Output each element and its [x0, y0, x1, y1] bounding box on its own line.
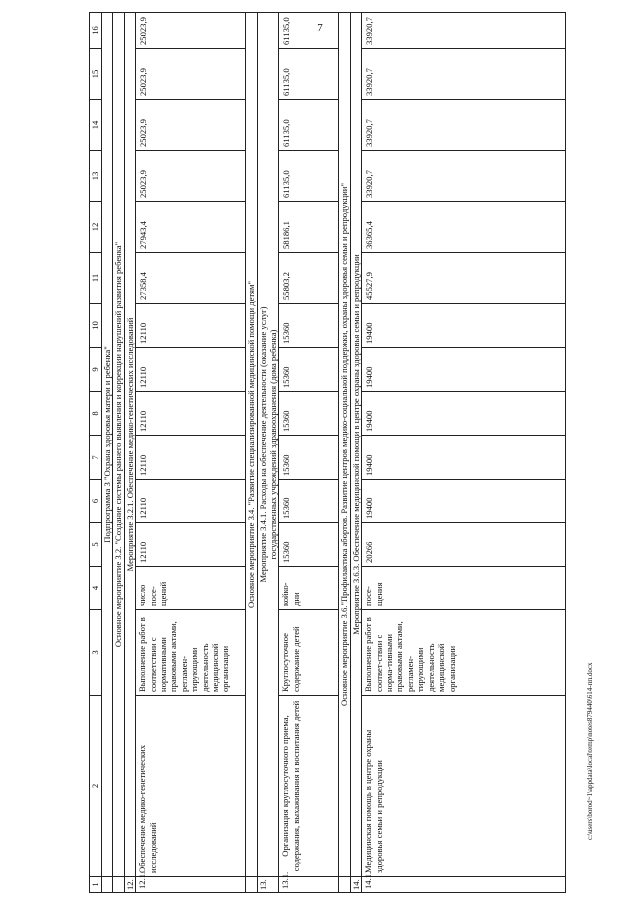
header-cell: 6	[90, 480, 102, 523]
value-cell: 36365,4	[362, 202, 566, 253]
measure-row	[257, 13, 279, 893]
activity-description: Выполнение работ в соответствии с нормативными правовыми актами, регламен-тирующими деятельность медицинской организации	[136, 610, 246, 696]
unit-of-measure: число посе-щений	[136, 567, 246, 610]
header-cell: 8	[90, 392, 102, 436]
main-measure-row	[113, 13, 124, 893]
header-cell: 1	[90, 877, 102, 893]
value-cell: 19400	[362, 436, 566, 480]
unit-of-measure: посе-щения	[362, 567, 566, 610]
value-cell: 15360	[279, 392, 339, 436]
main-measure-row	[339, 13, 350, 893]
header-cell: 4	[90, 567, 102, 610]
file-path-footer: c:\users\borod~1\appdata\local\temp\notes879440\614-пп.docx	[586, 662, 594, 840]
row-number: 14.1.	[362, 877, 566, 893]
value-cell: 27358,4	[136, 253, 246, 304]
header-cell: 3	[90, 610, 102, 696]
page-number: 7	[317, 22, 323, 34]
main-measure-title: Основное мероприятие 3.6."Профилактика абортов. Развитие центров медико-социальной поддержки, охраны здоровья семьи и репродукции"	[339, 13, 350, 877]
value-cell: 61135,0	[279, 100, 339, 151]
activity-name: Обеспечение медико-генетических исследований	[136, 696, 246, 877]
row-number: 14.	[350, 877, 361, 893]
value-cell: 12110	[136, 480, 246, 523]
value-cell: 15360	[279, 523, 339, 567]
value-cell: 12110	[136, 523, 246, 567]
subprogram-title: Подпрограмма 3 "Охрана здоровья матери и ребенка"	[102, 13, 113, 877]
value-cell: 61135,0	[279, 49, 339, 100]
value-cell: 15360	[279, 436, 339, 480]
value-cell: 27943,4	[136, 202, 246, 253]
table-row	[362, 13, 566, 893]
measure-row	[350, 13, 361, 893]
program-table-rotated	[89, 13, 566, 893]
value-cell: 61135,0	[279, 151, 339, 202]
header-cell: 13	[90, 151, 102, 202]
table-row	[279, 13, 339, 893]
header-cell: 15	[90, 49, 102, 100]
value-cell: 25023,9	[136, 49, 246, 100]
value-cell: 45527,9	[362, 253, 566, 304]
value-cell: 19400	[362, 392, 566, 436]
value-cell: 15360	[279, 480, 339, 523]
value-cell: 19400	[362, 304, 566, 348]
value-cell: 25023,9	[136, 151, 246, 202]
header-cell: 10	[90, 304, 102, 348]
value-cell: 61135,0	[279, 13, 339, 49]
value-cell: 58186,1	[279, 202, 339, 253]
row-number: 12.1.	[136, 877, 246, 893]
header-cell: 5	[90, 523, 102, 567]
header-row	[90, 13, 102, 893]
value-cell: 55803,2	[279, 253, 339, 304]
main-measure-title: Основное мероприятие 3.4. "Развитие специализированной медицинской помощи детям"	[246, 13, 257, 877]
value-cell: 15360	[279, 348, 339, 392]
header-cell: 7	[90, 436, 102, 480]
row-number: 13.	[257, 877, 279, 893]
value-cell: 25023,9	[136, 100, 246, 151]
main-measure-title: Основное мероприятие 3.2. "Создание системы раннего выявления и коррекции нарушений развития ребенка"	[113, 13, 124, 877]
value-cell: 12110	[136, 436, 246, 480]
activity-name: Медицинская помощь в центре охраны здоровья семьи и репродукции	[362, 696, 566, 877]
row-number: 12.	[124, 877, 135, 893]
measure-title: Мероприятие 3.6.3. Обеспечение медицинской помощи в центре охраны здоровья семьи и репродукции	[350, 13, 361, 877]
value-cell: 12110	[136, 392, 246, 436]
unit-of-measure: койко-дни	[279, 567, 339, 610]
value-cell: 12110	[136, 348, 246, 392]
value-cell: 33920,7	[362, 13, 566, 49]
main-measure-row	[246, 13, 257, 893]
value-cell: 33920,7	[362, 100, 566, 151]
header-cell: 12	[90, 202, 102, 253]
header-cell: 9	[90, 348, 102, 392]
value-cell: 12110	[136, 304, 246, 348]
header-cell: 2	[90, 696, 102, 877]
header-cell: 16	[90, 13, 102, 49]
header-cell: 11	[90, 253, 102, 304]
value-cell: 33920,7	[362, 151, 566, 202]
row-number: 13.1.	[279, 877, 339, 893]
value-cell: 19400	[362, 480, 566, 523]
program-table	[89, 12, 566, 893]
measure-title: Мероприятие 3.4.1. Расходы на обеспечение деятельности (оказание услуг) государственных учреждений здравоохранения (дома ребенка)	[257, 13, 279, 877]
value-cell: 20266	[362, 523, 566, 567]
value-cell: 15360	[279, 304, 339, 348]
measure-row	[124, 13, 135, 893]
activity-description: Выполнение работ в соответ-ствии с норма-тивными правовыми актами, регламен-тирующими деятельность медицинской организации	[362, 610, 566, 696]
activity-description: Круглосуточное содержание детей	[279, 610, 339, 696]
value-cell: 33920,7	[362, 49, 566, 100]
header-cell: 14	[90, 100, 102, 151]
value-cell: 25023,9	[136, 13, 246, 49]
activity-name: Организация круглосуточного приема, содержания, выхаживания и воспитания детей	[279, 696, 339, 877]
measure-title: Мероприятие 3.2.1. Обеспечение медико-генетических исследований	[124, 13, 135, 877]
table-row	[136, 13, 246, 893]
subprogram-row	[102, 13, 113, 893]
value-cell: 19400	[362, 348, 566, 392]
